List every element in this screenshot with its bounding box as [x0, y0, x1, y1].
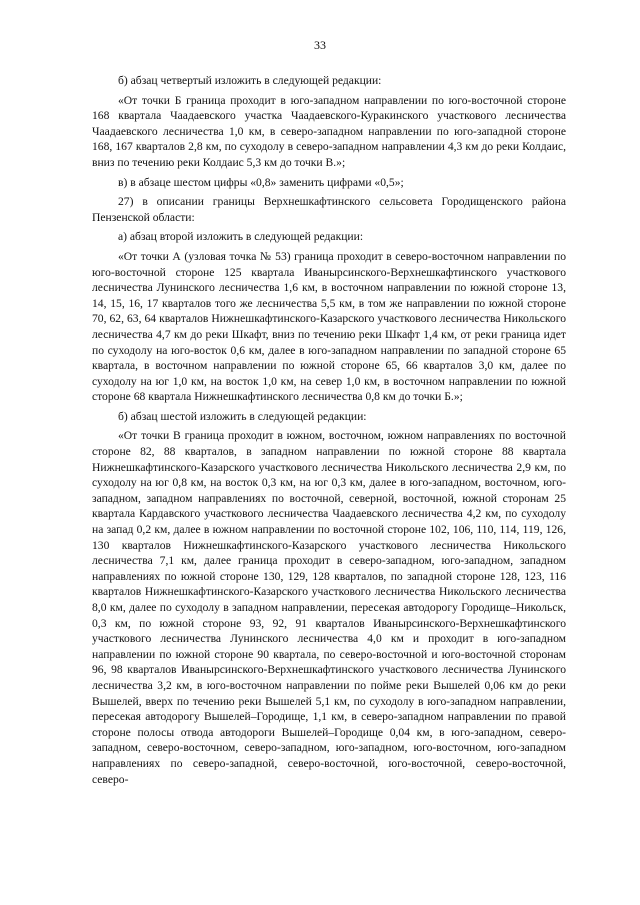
paragraph-subpoint-b2-heading: б) абзац шестой изложить в следующей редакции:	[118, 409, 367, 423]
paragraph-point-v-description: «От точки В граница проходит в южном, восточном, южном направлениях по восточной стороне 82, 88 кварталов, в западном направлении по южной стороне 88 квартала Нижнешкафтинского-Казарского участкового лесничества Никольского лесничества 2,9 км, по суходолу на юг 0,8 км, на восток 0,3 км, на юг 0,3 км, далее в юго-западном, восточном, юго-западном, западном направлениях по восточной, северной, восточной, южной сторонам 25 квартала Кардавского участкового лесничества Чаадаевского лесничества 4,2 км, по суходолу на запад 0,2 км, далее в южном направлении по восточной стороне 102, 106, 110, 114, 119, 126, 130 кварталов Нижнешкафтинского-Казарского участкового лесничества Никольского лесничества 7,1 км, далее граница проходит в северо-западном, юго-западном, западном направлениях по южной стороне 130, 129, 128 кварталов, по западной стороне 128, 123, 116 кварталов Нижнешкафтинского-Казарского участкового лесничества Никольского лесничества 8,0 км, далее по суходолу в западном направлении, пересекая автодорогу Городище–Никольск, 0,3 км, по южной стороне 93, 92, 91 кварталов Иванырсинского-Верхнешкафтинского участкового лесничества Лунинского лесничества 4,0 км и проходит в юго-западном направлении по южной стороне 90 квартала, по северо-восточной и юго-восточной сторонам 96, 98 кварталов Иванырсинского-Верхнешкафтинского участкового лесничества Лунинского лесничества 3,2 км, в юго-восточном направлении по пойме реки Вышелей 0,06 км до реки Вышелей, вверх по течению реки Вышелей 5,1 км, по суходолу в юго-западном направлении, пересекая автодорогу Вышелей–Городище, 1,1 км, в северо-западном направлении по правой стороне полосы отвода автодороги Вышелей–Городище 0,04 км, в юго-западном, северо-западном, северо-восточном, северо-западном, юго-западном, юго-восточном, юго-западном направлениях по северо-западной, северо-восточной, юго-восточной, северо-восточной, северо-	[92, 429, 566, 786]
paragraph-point-b-description: «От точки Б граница проходит в юго-западном направлении по юго-восточной стороне 168 квартала Чаадаевского участка Чаадаевского-Куракинского участкового лесничества Чаадаевского лесничества 1,0 км, в северо-западном направлении по юго-западной стороне 168, 167 кварталов 2,8 км, по суходолу в северо-западном направлении 4,3 км до реки Колдаис, вниз по течению реки Колдаис 5,3 км до точки В.»;	[92, 93, 566, 169]
paragraph-item-27: 27) в описании границы Верхнешкафтинского сельсовета Городищенского района Пензенской области:	[92, 195, 566, 224]
document-body	[92, 73, 566, 787]
paragraph-subpoint-b-heading: б) абзац четвертый изложить в следующей редакции:	[118, 74, 382, 87]
page-number: 33	[314, 38, 326, 52]
paragraph-subpoint-a-heading: а) абзац второй изложить в следующей редакции:	[118, 230, 364, 244]
paragraph-subpoint-v: в) в абзаце шестом цифры «0,8» заменить цифрами «0,5»;	[118, 175, 404, 189]
paragraph-point-a-description: «От точки А (узловая точка № 53) граница проходит в северо-восточном направлении по юго-восточной стороне 125 квартала Иванырсинского-Верхнешкафтинского участкового лесничества Лунинского лесничества 1,6 км, в восточном направлении по южной стороне 13, 14, 15, 16, 17 кварталов того же лесничества 5,5 км, в том же направлении по южной стороне 70, 62, 63, 64 кварталов Нижнешкафтинского-Казарского участкового лесничества Никольского лесничества 4,7 км до реки Шкафт, вниз по течению реки Шкафт 1,4 км, от реки граница идет по суходолу на юго-восток 0,6 км, далее в юго-западном направлении по западной стороне 65 квартала, в восточном направлении по южной стороне 65, 66 кварталов 3,0 км, далее по суходолу на юг 1,0 км, на восток 1,0 км, на север 1,0 км, в восточном направлении по южной стороне 68 квартала Нижнешкафтинского лесничества 0,8 км до точки Б.»;	[92, 249, 566, 404]
